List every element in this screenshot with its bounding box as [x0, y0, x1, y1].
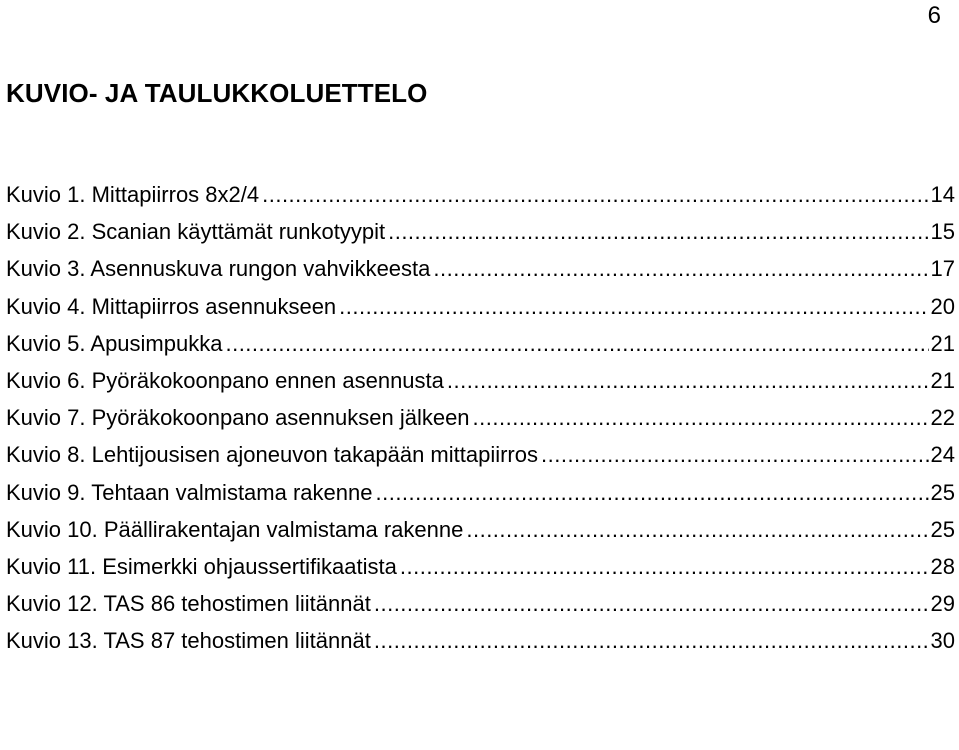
dot-leader [374, 622, 929, 659]
toc-entry-page: 15 [930, 219, 955, 245]
toc-entry-kuvio-10 [6, 511, 955, 548]
page-number: 6 [927, 2, 941, 29]
dot-leader [433, 250, 928, 287]
toc-entry-label: Kuvio 3. Asennuskuva rungon vahvikkeesta [6, 256, 431, 282]
list-of-figures-heading: KUVIO- JA TAULUKKOLUETTELO [6, 78, 428, 108]
toc-entry-label: Kuvio 6. Pyöräkokoonpano ennen asennusta [6, 367, 444, 393]
toc-entry-page: 17 [930, 256, 955, 282]
dot-leader [388, 213, 928, 250]
toc-entry-label: Kuvio 13. TAS 87 tehostimen liitännät [6, 628, 371, 654]
toc-entry-page: 29 [930, 591, 955, 617]
toc-entry-label: Kuvio 1. Mittapiirros 8x2/4 [6, 182, 260, 207]
dot-leader [262, 176, 928, 213]
toc-entry-kuvio-13 [6, 622, 955, 659]
toc-entry-kuvio-9 [6, 474, 955, 511]
dot-leader [473, 399, 929, 436]
toc-entry-label: Kuvio 9. Tehtaan valmistama rakenne [6, 479, 373, 505]
toc-entry-label: Kuvio 7. Pyöräkokoonpano asennuksen jälkeen [6, 405, 470, 431]
toc-entry-kuvio-4 [6, 288, 955, 325]
toc-entry-kuvio-11 [6, 548, 955, 585]
toc-entry-kuvio-6 [6, 362, 955, 399]
list-of-figures [6, 176, 955, 659]
dot-leader [447, 362, 929, 399]
toc-entry-page: 25 [930, 479, 955, 505]
toc-entry-page: 14 [930, 182, 955, 207]
toc-entry-label: Kuvio 12. TAS 86 tehostimen liitännät [6, 591, 371, 617]
toc-entry-page: 21 [930, 367, 955, 393]
toc-entry-kuvio-8 [6, 436, 955, 473]
toc-entry-page: 30 [930, 628, 955, 654]
toc-entry-label: Kuvio 4. Mittapiirros asennukseen [6, 293, 337, 319]
toc-entry-label: Kuvio 8. Lehtijousisen ajoneuvon takapään mittapiirros [6, 442, 538, 468]
toc-entry-kuvio-2 [6, 213, 955, 250]
toc-entry-label: Kuvio 10. Päällirakentajan valmistama rakenne [6, 516, 464, 542]
toc-entry-page: 25 [930, 516, 955, 542]
toc-entry-page: 20 [930, 293, 955, 319]
toc-entry-page: 21 [930, 330, 955, 356]
dot-leader [339, 288, 928, 325]
toc-entry-page: 28 [930, 553, 955, 579]
dot-leader [374, 585, 929, 622]
toc-entry-kuvio-5 [6, 325, 955, 362]
toc-entry-label: Kuvio 11. Esimerkki ohjaussertifikaatista [6, 553, 397, 579]
toc-entry-page: 22 [930, 405, 955, 431]
toc-entry-page: 24 [930, 442, 955, 468]
toc-entry-kuvio-12 [6, 585, 955, 622]
dot-leader [225, 325, 928, 362]
toc-entry-label: Kuvio 5. Apusimpukka [6, 330, 223, 356]
dot-leader [400, 548, 929, 585]
dot-leader [541, 436, 929, 473]
toc-entry-kuvio-7 [6, 399, 955, 436]
dot-leader [466, 511, 928, 548]
dot-leader [375, 474, 928, 511]
toc-entry-kuvio-3 [6, 250, 955, 287]
toc-entry-kuvio-1 [6, 176, 955, 213]
toc-entry-label: Kuvio 2. Scanian käyttämät runkotyypit [6, 219, 386, 245]
